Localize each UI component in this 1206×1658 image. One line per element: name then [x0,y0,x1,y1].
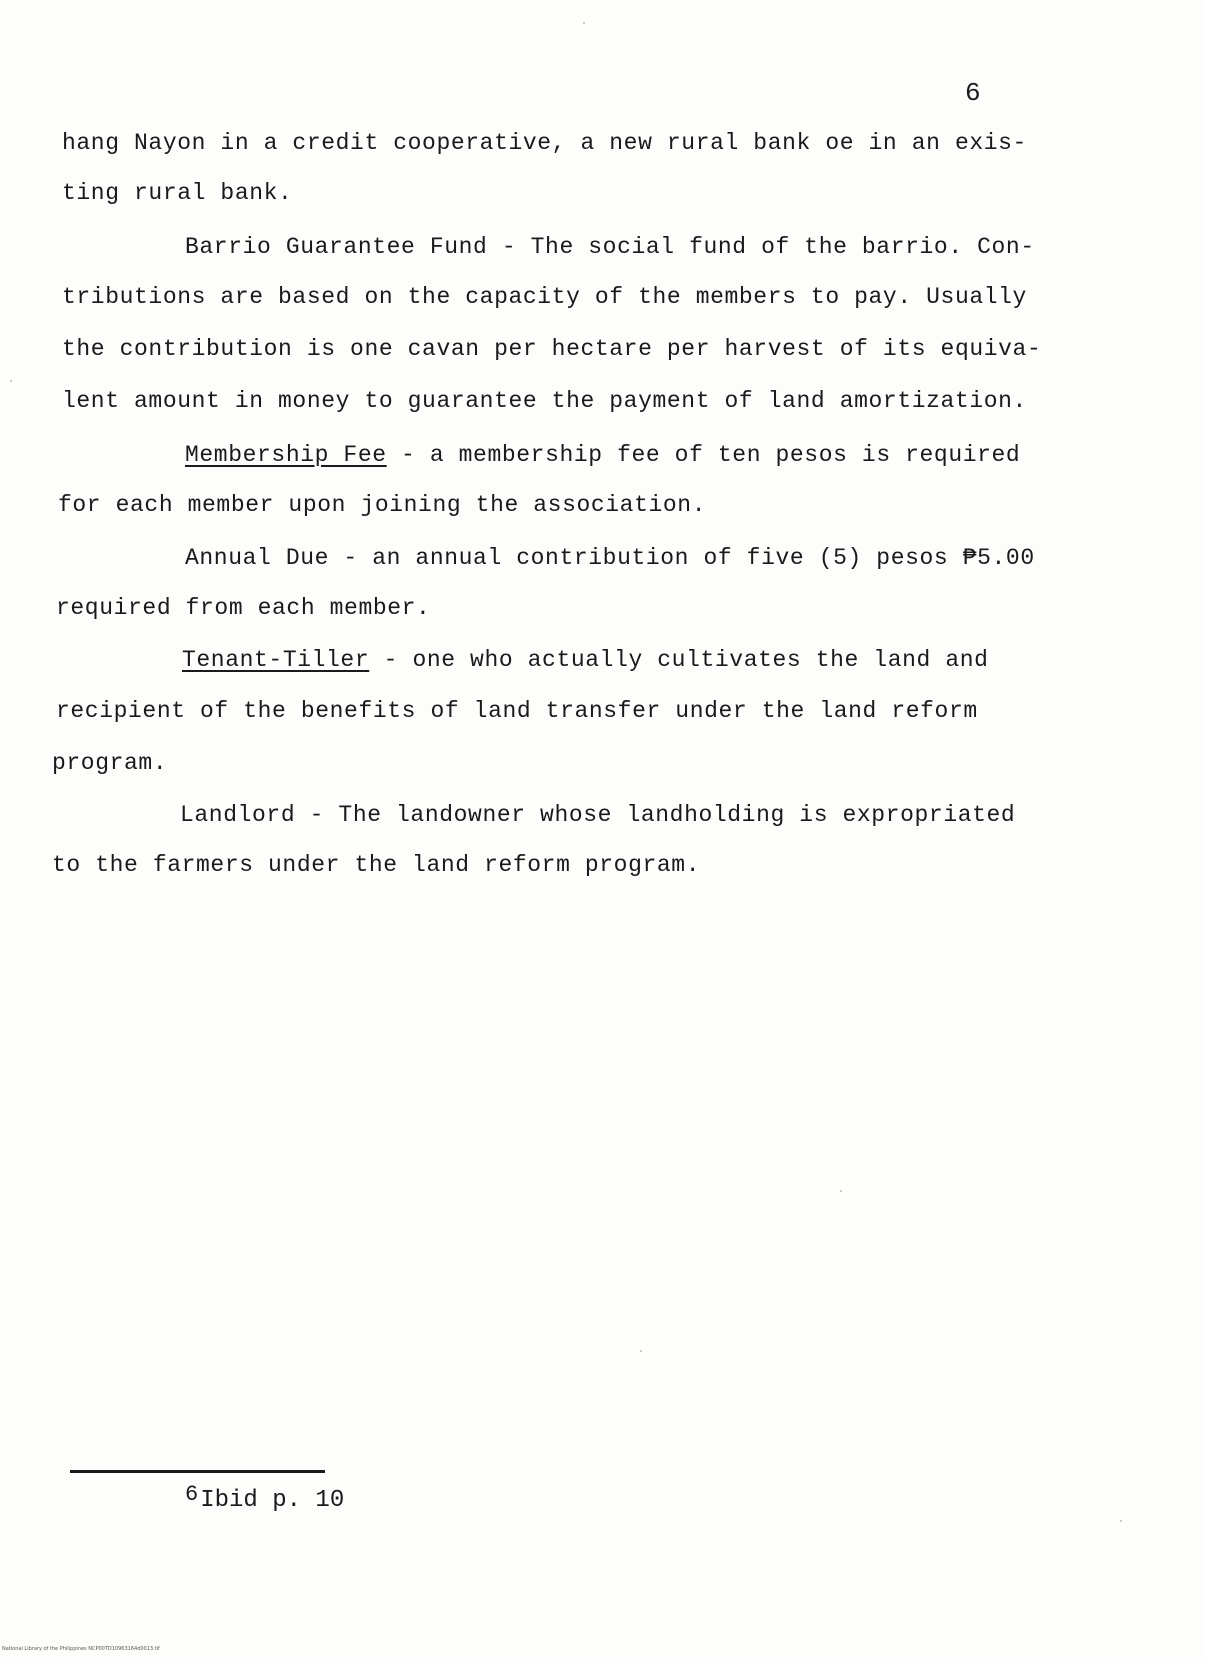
archive-caption: National Library of the Philippines NCP00TD10963164d0013.tif [2,1646,160,1652]
text-line: program. [52,750,168,776]
text-line: for each member upon joining the association. [58,492,707,518]
text-line: ting rural bank. [62,180,293,206]
definition-text: - a membership fee of ten pesos is required [386,442,1021,468]
definition-membership-fee [185,440,1020,470]
text-line: required from each member. [56,595,431,621]
text-line: the contribution is one cavan per hectare per harvest of its equiva- [62,336,1042,362]
text-line: hang Nayon in a credit cooperative, a new rural bank oe in an exis- [62,130,1027,156]
definition-landlord: Landlord - The landowner whose landholding is expropriated [180,802,1016,828]
definition-text: - one who actually cultivates the land and [369,647,989,673]
definition-barrio-guarantee-fund: Barrio Guarantee Fund - The social fund of the barrio. Con- [185,234,1035,260]
definition-tenant-tiller [182,645,989,675]
scan-speck [640,1350,642,1352]
scan-speck [1120,1520,1122,1522]
term-membership-fee: Membership Fee [185,442,387,468]
footnote-marker: 6 [185,1482,199,1507]
text-line: tributions are based on the capacity of the members to pay. Usually [62,284,1027,310]
scan-speck [840,1190,842,1192]
scan-speck [10,380,12,382]
term-tenant-tiller: Tenant-Tiller [182,647,370,673]
page-number: 6 [965,78,981,108]
footnote-text: Ibid p. 10 [200,1487,345,1514]
definition-annual-due: Annual Due - an annual contribution of five (5) pesos ₱5.00 [185,545,1035,571]
footnote-divider [70,1470,325,1473]
text-line: lent amount in money to guarantee the payment of land amortization. [62,388,1027,414]
text-line: to the farmers under the land reform program. [52,852,701,878]
scan-speck [583,22,585,24]
footnote [185,1482,344,1514]
text-line: recipient of the benefits of land transfer under the land reform [56,698,978,724]
